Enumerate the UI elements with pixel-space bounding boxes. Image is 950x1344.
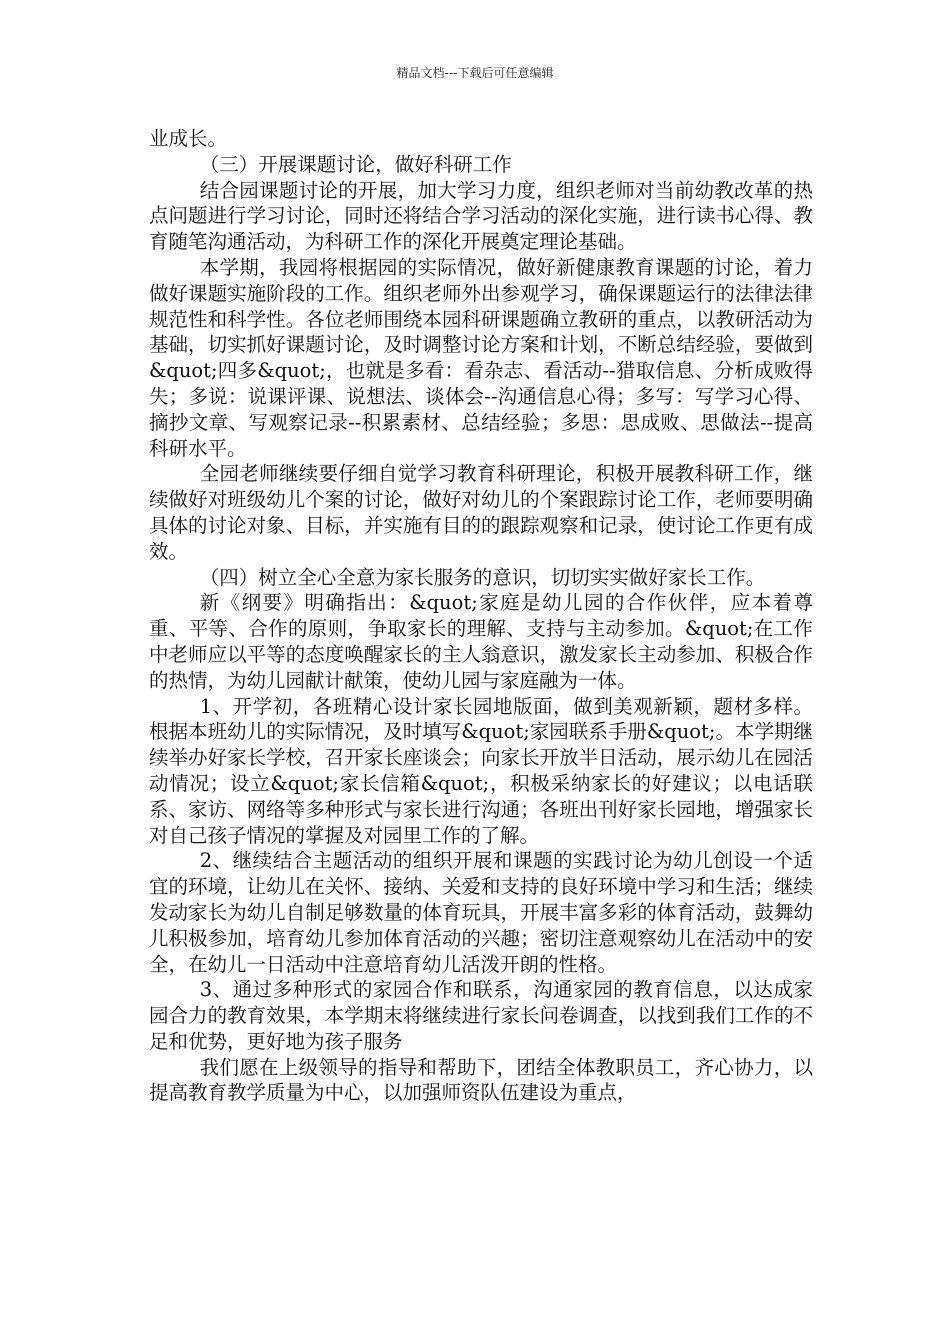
section-heading-three: （三）开展课题讨论，做好科研工作 xyxy=(199,152,512,176)
paragraph-outline: 新《纲要》明确指出：&quot;家庭是幼儿园的合作伙伴，应本着尊重、平等、合作的原则，争取家长的理解、支持与主动参加。&quot;在工作中老师应以平等的态度唤醒家长的主人翁意识，激发家长主动参加、积极合作的热情，为幼儿园献计献策，使幼儿园与家庭融为一体。 xyxy=(149,591,813,692)
paragraph-item-two: 2、继续结合主题活动的组织开展和课题的实践讨论为幼儿创设一个适宜的环境，让幼儿在关怀、接纳、关爱和支持的良好环境中学习和生活；继续发动家长为幼儿自制足够数量的体育玩具，开展丰富多彩的体育活动，鼓舞幼儿积极参加，培育幼儿参加体育活动的兴趣；密切注意观察幼儿在活动中的安全，在幼儿一日活动中注意培育幼儿活泼开朗的性格。 xyxy=(149,849,813,976)
paragraph-item-three: 3、通过多种形式的家园合作和联系，沟通家园的教育信息，以达成家园合力的教育效果，本学期末将继续进行家长问卷调查，以找到我们工作的不足和优势，更好地为孩子服务 xyxy=(149,978,813,1053)
paragraph-teacher-research: 全园老师继续要仔细自觉学习教育科研理论，积极开展教科研工作，继续做好对班级幼儿个案的讨论，做好对幼儿的个案跟踪讨论工作，老师要明确具体的讨论对象、目标，并实施有目的的跟踪观察和记录，使讨论工作更有成效。 xyxy=(149,462,813,563)
paragraph-continuation: 业成长。 xyxy=(149,127,228,150)
section-heading-four: （四）树立全心全意为家长服务的意识，切切实实做好家长工作。 xyxy=(199,565,766,589)
document-body xyxy=(149,126,813,1106)
paragraph-item-one: 1、开学初，各班精心设计家长园地版面，做到美观新颖，题材多样。根据本班幼儿的实际情况，及时填写&quot;家园联系手册&quot;。本学期继续举办好家长学校，召开家长座谈会；向家长开放半日活动，展示幼儿在园活动情况；设立&quot;家长信箱&quot;，积极采纳家长的好建议；以电话联系、家访、网络等多种形式与家长进行沟通；各班出刊好家长园地，增强家长对自己孩子情况的掌握及对园里工作的了解。 xyxy=(149,694,813,847)
paragraph-semester-research: 本学期，我园将根据园的实际情况，做好新健康教育课题的讨论，着力做好课题实施阶段的工作。组织老师外出参观学习，确保课题运行的法律法律规范性和科学性。各位老师围绕本园科研课题确立教研的重点，以教研活动为基础，切实抓好课题讨论，及时调整讨论方案和计划，不断总结经验，要做到&quot;四多&quot;，也就是多看：看杂志、看活动--猎取信息、分析成败得失；多说：说课评课、说想法、谈体会--沟通信息心得；多写：写学习心得、摘抄文章、写观察记录--积累素材、总结经验；多思：思成败、思做法--提高科研水平。 xyxy=(149,255,813,460)
paragraph-closing: 我们愿在上级领导的指导和帮助下，团结全体教职员工，齐心协力，以提高教育教学质量为中心，以加强师资队伍建设为重点， xyxy=(149,1055,813,1105)
paragraph-study-discussion: 结合园课题讨论的开展，加大学习力度，组织老师对当前幼教改革的热点问题进行学习讨论，同时还将结合学习活动的深化实施，进行读书心得、教育随笔沟通活动，为科研工作的深化开展奠定理论基础。 xyxy=(149,178,813,254)
page-header: 精品文档---下载后可任意编辑 xyxy=(396,66,554,80)
